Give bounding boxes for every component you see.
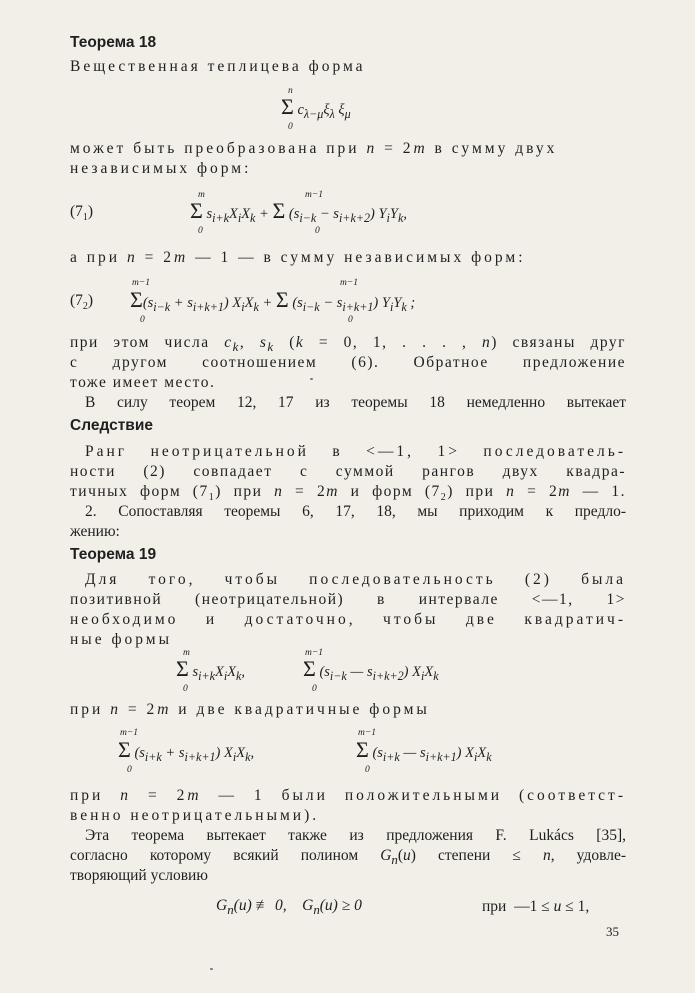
eq-7-1-label: $(7_1)$ [70, 203, 94, 224]
form-1: Σ $s_{i+k}X_iX_k$, [176, 656, 246, 683]
f2-upper: m−1 [305, 648, 324, 658]
form-3: Σ $(s_{i+k} + s_{i+k+1})$ $X_iX_k$, [118, 737, 255, 764]
corollary-line2: ности (2) совпадает с суммой рангов двух квадра- [70, 463, 626, 480]
corollary-line4: 2. Сопоставляя теоремы 6, 17, 18, мы приходим к предло- [85, 503, 626, 520]
para1-line4: В силу теорем 12, 17 из теоремы 18 немедленно вытекает [85, 394, 626, 411]
form-2: Σ ($s_{i-k}$ — $s_{i+k+2}$) $X_iX_k$ [303, 656, 439, 683]
eq-7-2-sum2-upper: m−1 [340, 278, 359, 288]
theorem-19-heading: Теорема 19 [70, 546, 157, 563]
corollary-line1: Ранг неотрицательной в <—1, 1> последователь- [85, 443, 626, 460]
eq-7-2-sum1-lower: 0 [140, 315, 145, 325]
line-after-7-1: а при n = 2m — 1 — в сумму независимых форм: [70, 249, 526, 266]
eq-7-2-label: $(7_2)$ [70, 292, 94, 313]
corollary-line5: жению: [70, 523, 120, 540]
f1-upper: m [183, 648, 190, 658]
f3-upper: m−1 [120, 728, 139, 738]
theorem-19-line3: необходимо и достаточно, чтобы две квадратич- [70, 611, 626, 628]
eq-7-1-formula: Σ $s_{i+k}X_iX_k + \Sigma$ $(s_{i-k} - s_{i+k+2})$ $Y_iY_k$, [190, 198, 407, 225]
theorem-18-line2: может быть преобразована при n = 2m в сумму двух [70, 140, 558, 157]
form-4: Σ ($s_{i+k}$ — $s_{i+k+1}$) $X_iX_k$ [356, 737, 492, 764]
f3-lower: 0 [127, 765, 132, 775]
theorem-18-line1: Вещественная теплицева форма [70, 58, 366, 75]
print-speck [310, 378, 313, 380]
page-number: 35 [606, 924, 619, 939]
f2-lower: 0 [312, 684, 317, 694]
theorem-19-after-line2: венно неотрицательными). [70, 807, 320, 824]
para1-line2: с другом соотношением (6). Обратное предложение [70, 354, 626, 371]
f4-lower: 0 [365, 765, 370, 775]
eq-7-1-sum2-lower: 0 [315, 226, 320, 236]
eq-7-2-sum1-upper: m−1 [132, 278, 151, 288]
eq-7-2-formula: $\Sigma(s_{i-k} + s_{i+k+1}) X_iX_k + \Sigma$ $(s_{i-k} - s_{i+k+1})$ $Y_iY_k$ ; [130, 287, 416, 314]
toeplitz-form: Σ $c_{\lambda-\mu}\xi_\lambda$ $\xi_\mu$ [281, 94, 351, 121]
theorem-19-line1: Для того, чтобы последовательность (2) была [85, 571, 626, 588]
para1-line1: при этом числа $c_k$, $s_k$ (k = 0, 1, . . . , n) связаны друг [70, 334, 626, 355]
sum-lower: 0 [288, 122, 293, 132]
theorem-18-heading: Теорема 18 [70, 34, 157, 51]
f4-upper: m−1 [358, 728, 377, 738]
eq-7-1-sum2-upper: m−1 [305, 190, 324, 200]
theorem-18-line3: независимых форм: [70, 160, 252, 177]
eq-7-2-sum2-lower: 0 [348, 315, 353, 325]
eq-7-1-sum1-upper: m [198, 190, 205, 200]
corollary-line3: тичных форм $(7_1)$ при n = 2m и форм $(7_2)$ при n = 2m — 1. [70, 483, 626, 504]
condition-right: при —1 ≤ u ≤ 1, [482, 898, 590, 915]
corollary-heading: Следствие [70, 417, 153, 434]
f1-lower: 0 [183, 684, 188, 694]
eq-7-1-sum1-lower: 0 [198, 226, 203, 236]
theorem-19-after-line3: Эта теорема вытекает также из предложения F. Lukács [35], [85, 827, 626, 844]
theorem-19-after-line4: согласно которому всякий полином $G_n(u)$ степени ≤ n, удовле- [70, 847, 626, 868]
theorem-19-after-line5: творяющий условию [70, 867, 208, 884]
para1-line3: тоже имеет место. [70, 374, 216, 391]
sum-upper: n [288, 86, 293, 96]
theorem-19-mid: при n = 2m и две квадратичные формы [70, 701, 430, 718]
theorem-19-line4: ные формы [70, 631, 172, 648]
theorem-19-line2: позитивной (неотрицательной) в интервале <—1, 1> [70, 591, 626, 608]
print-speck [210, 968, 213, 970]
condition-formula: $G_n(u)$ ≢ 0, $G_n(u) \ge 0$ [216, 897, 362, 918]
theorem-19-after-line1: при n = 2m — 1 были положительными (соответст- [70, 787, 626, 804]
